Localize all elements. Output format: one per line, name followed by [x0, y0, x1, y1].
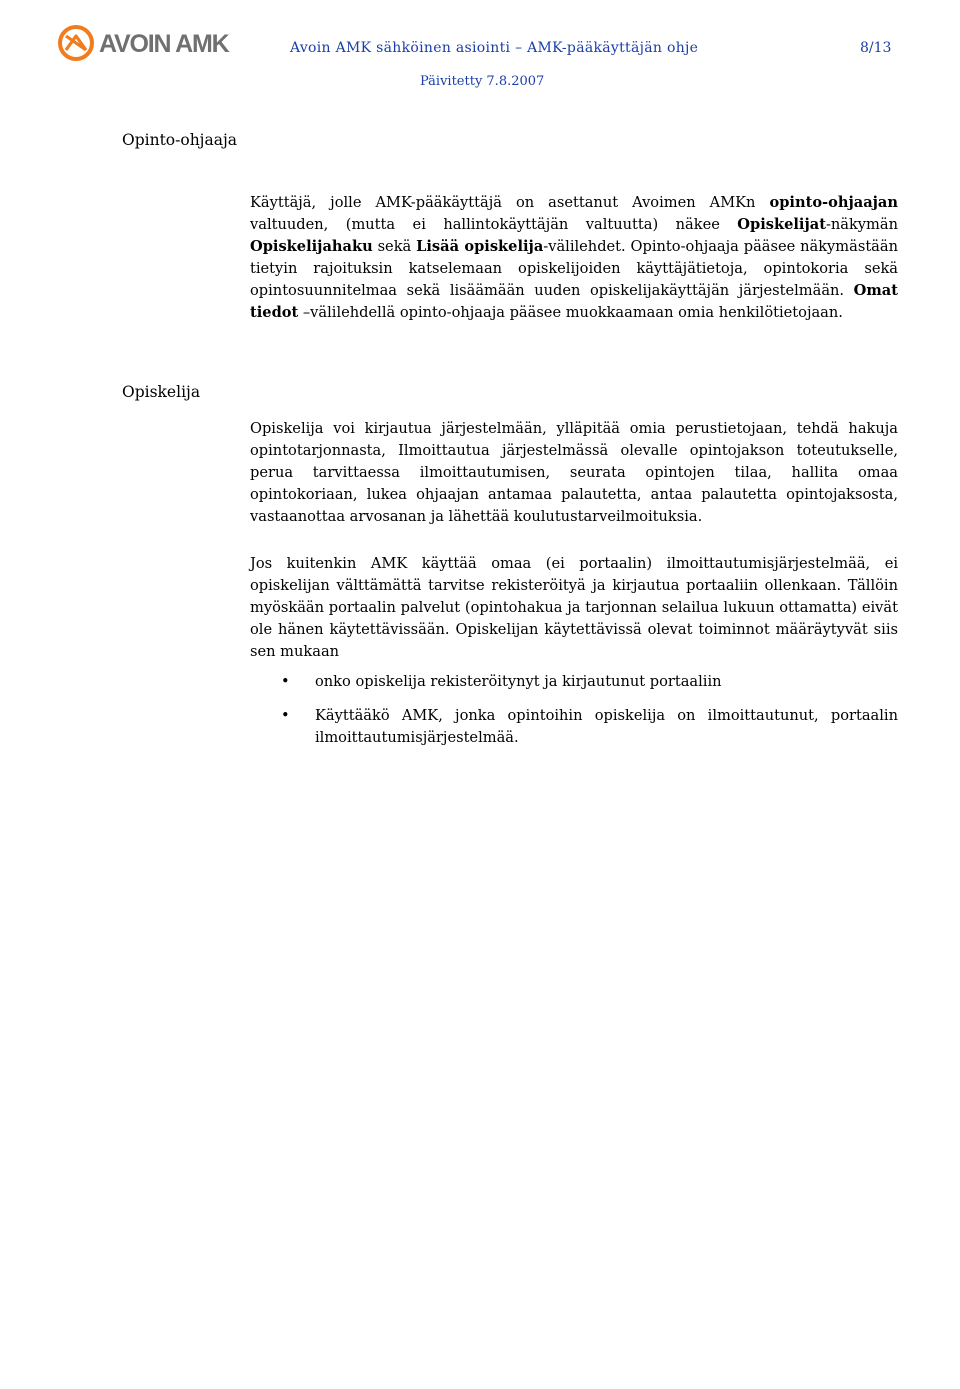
text-run: -välilehdet. Opinto-ohjaaja pääsee näkymästään tietyin rajoituksin katselemaan opiskelijoiden käyttäjätietoja, opintokoria sekä opintosuunnitelmaa sekä lisäämään uuden opiskelijakäyttäjän järjestelmään.	[250, 238, 898, 299]
bold-term: Opiskelijahaku	[250, 238, 373, 255]
page-header	[0, 0, 960, 100]
opiskelija-bullet-list	[250, 671, 898, 761]
list-item-text: onko opiskelija rekisteröitynyt ja kirjautunut portaaliin	[315, 673, 722, 690]
section-heading-opiskelija: Opiskelija	[122, 383, 201, 401]
bold-term: Lisää opiskelija	[416, 238, 544, 255]
bold-term: Omat tiedot	[250, 282, 898, 321]
opiskelija-paragraph-2: Jos kuitenkin AMK käyttää omaa (ei portaalin) ilmoittautumisjärjestelmää, ei opiskelijan välttämättä tarvitse rekisteröityä ja kirjautua portaaliin ollenkaan. Tällöin myöskään portaalin palvelut (opintohakua ja tarjonnan selailua lukuun ottamatta) eivät ole hänen käytettävissään. Opiskelijan käytettävissä olevat toiminnot määräytyvät siis sen mukaan	[250, 555, 898, 660]
text-run: valtuuden, (mutta ei hallintokäyttäjän valtuutta) näkee	[250, 216, 738, 233]
bullet-icon: •	[281, 707, 290, 724]
bold-term: opinto-ohjaajan	[769, 194, 898, 211]
updated-date: Päivitetty 7.8.2007	[420, 74, 545, 89]
text-run: sekä	[372, 238, 417, 255]
document-title: Avoin AMK sähköinen asiointi – AMK-pääkäyttäjän ohje	[290, 40, 699, 56]
bullet-icon: •	[281, 673, 290, 690]
text-run: -näkymän	[825, 216, 898, 233]
opinto-ohjaaja-paragraph	[250, 192, 898, 324]
text-run: Käyttäjä, jolle AMK-pääkäyttäjä on asettanut Avoimen AMKn	[250, 194, 770, 211]
opiskelija-paragraph-1: Opiskelija voi kirjautua järjestelmään, ylläpitää omia perustietojaan, tehdä hakuja opintotarjonnasta, Ilmoittautua järjestelmässä olevalle opintojakson toteutukselle, perua tarvittaessa ilmoittautumisen, seurata opintojen tilaa, hallita omaa opintokoriaan, lukea ohjaajan antamaa palautetta, antaa palautetta opintojaksosta, vastaanottaa arvosanan ja lähettää koulutustarveilmoituksia.	[250, 420, 898, 525]
text-run: –välilehdellä opinto-ohjaaja pääsee muokkaamaan omia henkilötietojaan.	[298, 304, 843, 321]
list-item	[250, 705, 898, 749]
page-number: 8/13	[860, 40, 892, 56]
section-heading-opinto-ohjaaja: Opinto-ohjaaja	[122, 131, 238, 149]
avoin-amk-logo	[57, 22, 242, 64]
bold-term: Opiskelijat	[737, 216, 826, 233]
list-item	[250, 671, 898, 693]
logo-wordmark: AVOIN AMK	[99, 30, 229, 58]
list-item-text: Käyttääkö AMK, jonka opintoihin opiskelija on ilmoittautunut, portaalin ilmoittautumisjärjestelmää.	[315, 707, 898, 746]
